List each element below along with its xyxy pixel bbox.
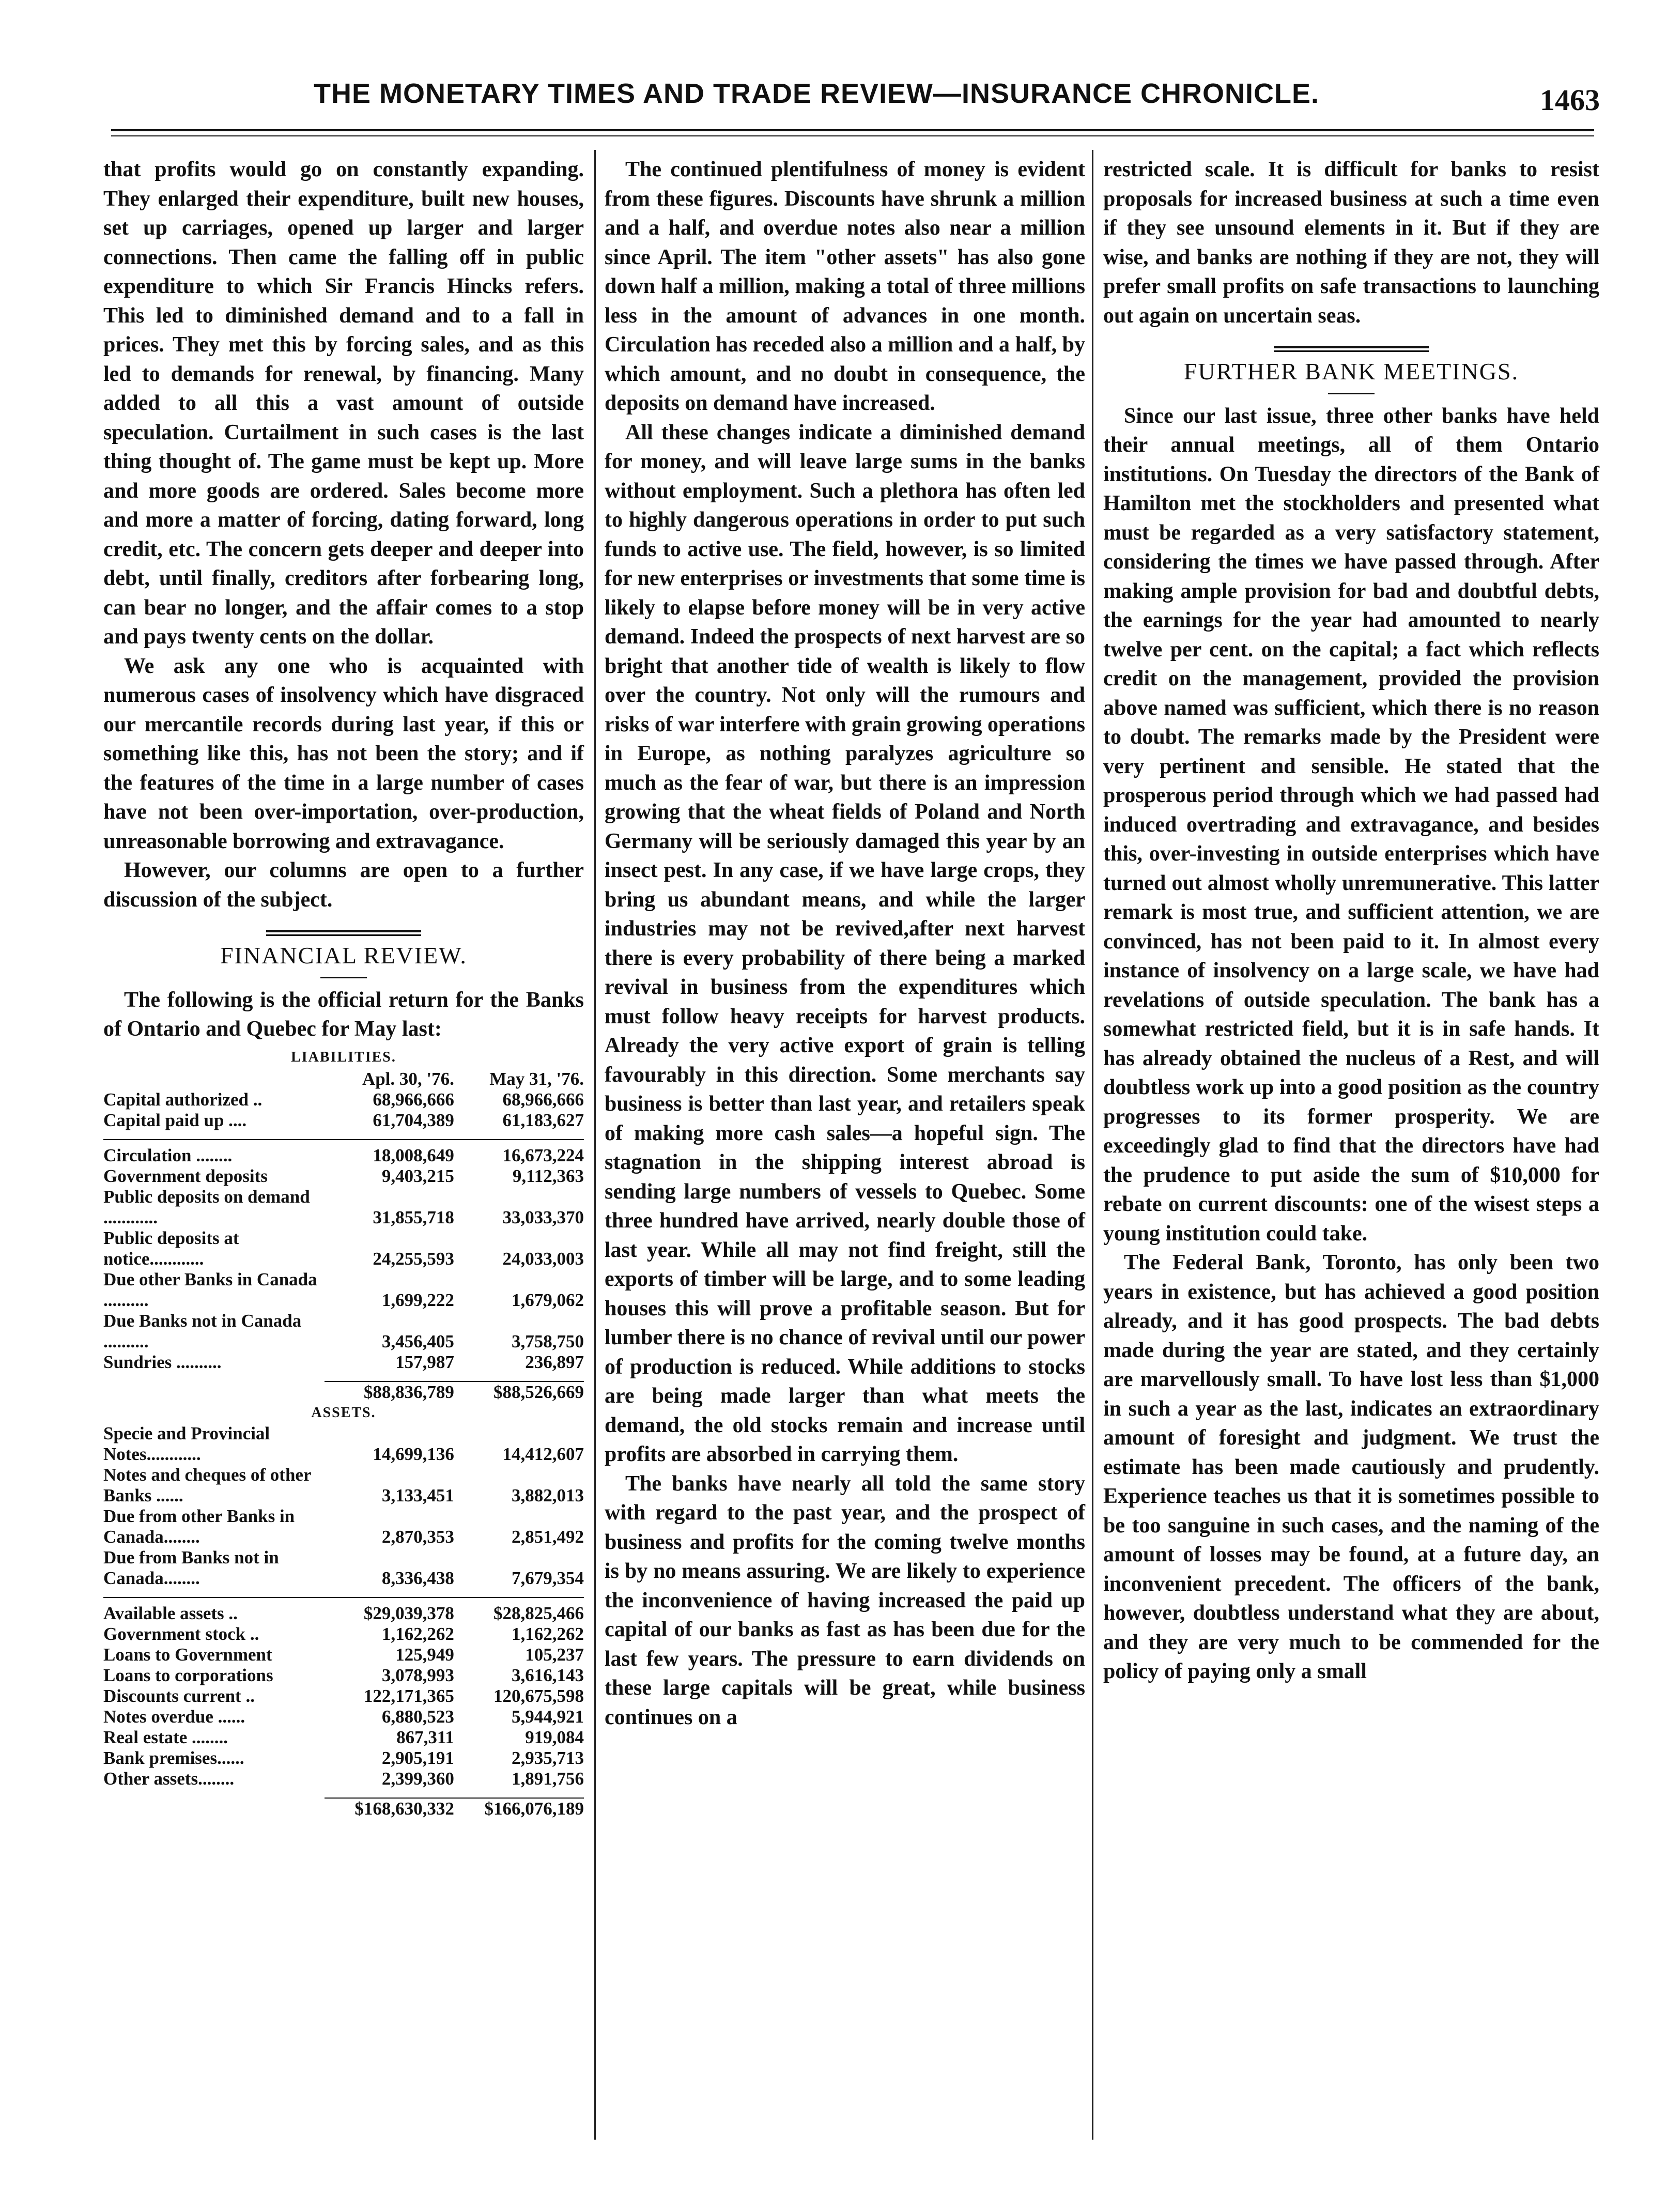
row-label: Other assets........ <box>103 1768 235 1789</box>
capital-rows <box>103 1089 584 1131</box>
financial-review-intro: The following is the official return for the Banks of Ontario and Quebec for May last: <box>103 988 584 1041</box>
row-value-april: 9,403,215 <box>381 1165 454 1186</box>
col3-paragraph-1: restricted scale. It is difficult for banks to resist proposals for increased business at such a time even if they see unsound elements in it. But if they are wise, and banks are nothing if they are not, they will prefer small profits on safe transactions to launching out again on uncertain seas. <box>1103 158 1599 328</box>
row-label: Loans to Government <box>103 1644 272 1665</box>
row-label: Circulation ........ <box>103 1145 233 1165</box>
row-value-may: 9,112,363 <box>512 1165 584 1186</box>
row-value-may: 105,237 <box>525 1644 584 1665</box>
section-double-rule <box>1274 346 1429 352</box>
row-value-may: 2,935,713 <box>512 1747 584 1768</box>
row-label: Due Banks not in Canada .......... <box>103 1310 302 1351</box>
row-value-april: 157,987 <box>395 1351 454 1372</box>
column-2 <box>605 155 1085 1732</box>
row-value-april: 125,949 <box>395 1644 454 1665</box>
column-header-april: Apl. 30, '76. <box>362 1068 454 1089</box>
row-value-april: 1,699,222 <box>381 1289 454 1310</box>
asset-total-april: $168,630,332 <box>325 1798 454 1819</box>
row-value-may: 1,679,062 <box>512 1289 584 1310</box>
row-value-may: $28,825,466 <box>493 1603 584 1623</box>
row-value-may: 3,616,143 <box>512 1665 584 1685</box>
row-label: Due from Banks not in Canada........ <box>103 1547 279 1588</box>
row-label: Notes overdue ...... <box>103 1706 245 1727</box>
row-value-april: 8,336,438 <box>381 1568 454 1588</box>
table-row <box>103 1727 584 1748</box>
row-value-april: 1,162,262 <box>381 1623 454 1644</box>
table-row <box>103 1145 584 1166</box>
table-row <box>103 1624 584 1645</box>
row-value-april: 3,133,451 <box>381 1485 454 1506</box>
row-value-april: $29,039,378 <box>363 1603 454 1623</box>
financial-review-heading: FINANCIAL REVIEW. <box>220 942 467 969</box>
row-value-may: 236,897 <box>525 1351 584 1372</box>
further-bank-meetings-heading: FURTHER BANK MEETINGS. <box>1183 358 1519 385</box>
col1-paragraph-2: We ask any one who is acquainted with numerous cases of insolvency which have disgraced our mercantile records during last year, if this or something like this, has not been the story; and if the features of the time in a large number of cases have not been over-importation, over-production, unreasonable borrowing and extravagance. <box>103 654 584 853</box>
table-row <box>103 1645 584 1665</box>
table-row <box>103 1423 584 1465</box>
row-value-may: 1,891,756 <box>512 1768 584 1789</box>
row-value-may: 61,183,627 <box>502 1110 584 1130</box>
heading-short-rule <box>320 977 367 978</box>
table-row <box>103 1603 584 1624</box>
row-label: Due from other Banks in Canada........ <box>103 1506 295 1547</box>
header-rule <box>111 129 1594 136</box>
table-header-row <box>103 1069 584 1089</box>
row-value-april: 18,008,649 <box>373 1145 454 1165</box>
col1-paragraph-1: that profits would go on constantly expanding. They enlarged their expenditure, built new houses, set up carriages, opened up larger and larger connections. Then came the falling off in public expenditure to which Sir Francis Hincks refers. This led to diminished demand and to a fall in prices. They met this by forcing sales, and as this led to demands for renewal, by financing. Many added to all this a vast amount of outside speculation. Curtailment in such cases is the last thing thought of. The game must be kept up. More and more goods are ordered. Sales become more and more a matter of forcing, dating forward, long credit, etc. The concern gets deeper and deeper into debt, until finally, creditors after forbearing long, can bear no longer, and the affair comes to a stop and pays twenty cents on the dollar. <box>103 158 584 649</box>
row-label: Available assets .. <box>103 1603 238 1623</box>
asset-total-may: $166,076,189 <box>454 1798 584 1819</box>
heading-short-rule <box>1328 393 1375 394</box>
row-value-april: 867,311 <box>396 1727 454 1747</box>
table-row <box>103 1166 584 1187</box>
row-value-april: 122,171,365 <box>363 1685 454 1706</box>
table-row <box>103 1748 584 1769</box>
table-row <box>103 1311 584 1352</box>
row-label: Loans to corporations <box>103 1665 273 1685</box>
col3-paragraph-2: Since our last issue, three other banks have held their annual meetings, all of them Ontario institutions. On Tuesday the directors of the Bank of Hamilton met the stockholders and presented what must be regarded as a very satisfactory statement, considering the times we have passed through. After making ample provision for bad and doubtful debts, the earnings for the year had amounted to nearly twelve per cent. on the capital; a fact which reflects credit on the management, provided the provision above named was sufficient, which there is no reason to doubt. The remarks made by the President were very pertinent and sensible. He stated that the prosperous period through which we had passed had induced overtrading and extravagance, and besides this, over-investing in outside enterprises which have turned out almost wholly unremunerative. This latter remark is most true, and sufficient attention, we are convinced, has not been paid to it. In almost every instance of insolvency on a large scale, we have had revelations of outside speculation. The bank has a somewhat restricted field, but it is in safe hands. It has already obtained the nucleus of a Rest, and will doubtless work up into a good position as the country progresses to its former prosperity. We are exceedingly glad to find that the directors have had the prudence to put aside the sum of $10,000 for rebate on current discounts: one of the wisest steps a young institution could take. <box>1103 404 1599 1246</box>
liabilities-label: LIABILITIES. <box>291 1049 396 1065</box>
section-double-rule <box>266 930 421 936</box>
col3-paragraph-3: The Federal Bank, Toronto, has only been two years in existence, but has achieved a good position already, and it has good prospects. The bad debts made during the year are stated, and they certainly are marvellously small. To have lost less than $1,000 in such a year as the last, indicates an extraordinary amount of foresight and judgment. We trust the estimate has been made cautiously and prudently. Experience teaches us that it is sometimes possible to be too sanguine in such cases, and the naming of the amount of losses may be found, at a future day, an inconvenient precedent. The officers of the bank, however, doubtless understand what they are about, and they are very much to be commended for the policy of paying only a small <box>1103 1251 1599 1683</box>
table-row <box>103 1506 584 1547</box>
row-value-may: 1,162,262 <box>512 1623 584 1644</box>
liability-total-april: $88,836,789 <box>325 1381 454 1403</box>
row-value-may: 14,412,607 <box>502 1443 584 1464</box>
table-row <box>103 1707 584 1727</box>
row-value-may: 5,944,921 <box>512 1706 584 1727</box>
row-label: Government deposits <box>103 1165 268 1186</box>
table-row <box>103 1465 584 1506</box>
page-number: 1463 <box>1540 83 1600 117</box>
row-value-april: 24,255,593 <box>373 1248 454 1269</box>
col2-paragraph-1: The continued plentifulness of money is evident from these figures. Discounts have shrunk a million and a half, and overdue notes also near a million since April. The item "other assets" has also gone down half a million, making a total of three millions less in the amount of advances in one month. Circulation has receded also a million and a half, by which amount, and no doubt in consequence, the deposits on demand have increased. <box>605 158 1085 415</box>
row-value-may: 24,033,003 <box>502 1248 584 1269</box>
row-label: Public deposits on demand ............ <box>103 1186 310 1227</box>
row-value-may: 2,851,492 <box>512 1526 584 1547</box>
col1-paragraph-3: However, our columns are open to a further discussion of the subject. <box>103 858 584 912</box>
liability-total-row <box>103 1381 584 1403</box>
row-value-may: 919,084 <box>525 1727 584 1747</box>
row-label: Capital paid up .... <box>103 1110 247 1130</box>
row-value-april: 2,399,360 <box>381 1768 454 1789</box>
row-value-april: 31,855,718 <box>373 1207 454 1227</box>
assets-label: ASSETS. <box>311 1404 376 1421</box>
row-label: Sundries .......... <box>103 1351 222 1372</box>
row-value-april: 3,078,993 <box>381 1665 454 1685</box>
row-label: Discounts current .. <box>103 1685 255 1706</box>
row-label: Public deposits at notice............ <box>103 1227 239 1269</box>
row-label: Notes and cheques of other Banks ...... <box>103 1464 311 1506</box>
table-row <box>103 1269 584 1311</box>
row-value-april: 6,880,523 <box>381 1706 454 1727</box>
liability-total-may: $88,526,669 <box>454 1381 584 1403</box>
row-value-may: 7,679,354 <box>512 1568 584 1588</box>
bank-return-table <box>103 1069 584 1819</box>
column-header-may: May 31, '76. <box>489 1068 584 1089</box>
table-row <box>103 1228 584 1269</box>
asset-total-row <box>103 1798 584 1819</box>
row-value-may: 3,882,013 <box>512 1485 584 1506</box>
table-row <box>103 1110 584 1131</box>
row-value-may: 16,673,224 <box>502 1145 584 1165</box>
table-row <box>103 1187 584 1228</box>
col2-paragraph-3: The banks have nearly all told the same story with regard to the past year, and the prospect of business and profits for the coming twelve months is by no means assuring. We are likely to experience the inconvenience of having increased the paid up capital of our banks as fast as has been due for the last few years. The pressure to earn dividends on these large capitals will be great, while business continues on a <box>605 1471 1085 1729</box>
liability-rows <box>103 1145 584 1373</box>
row-value-may: 3,758,750 <box>512 1331 584 1351</box>
asset-rows-a <box>103 1423 584 1589</box>
table-row <box>103 1665 584 1686</box>
row-value-april: 2,870,353 <box>381 1526 454 1547</box>
row-label: Real estate ........ <box>103 1727 228 1747</box>
row-label: Specie and Provincial Notes............ <box>103 1423 270 1464</box>
table-row <box>103 1686 584 1707</box>
column-1 <box>103 155 584 1819</box>
table-row <box>103 1089 584 1110</box>
col2-paragraph-2: All these changes indicate a diminished demand for money, and will leave large sums in the banks without employment. Such a plethora has often led to highly dangerous operations in order to put such funds to active use. The field, however, is so limited for new enterprises or investments that some time is likely to elapse before money will be in very active demand. Indeed the prospects of next harvest are so bright that another tide of wealth is likely to flow over the country. Not only will the rumours and risks of war interfere with grain growing operations in Europe, as nothing paralyzes agriculture so much as the fear of war, but there is an impression growing that the wheat fields of Poland and North Germany will be seriously damaged this year by an insect pest. In any case, if we have large crops, they bring us abundant means, and while the larger industries may not be revived,after next harvest there is every probability of there being a marked revival in business from the expenditures which must follow heavy receipts for harvest products. Already the very active export of grain is telling favourably in this direction. Some merchants say business is better than last year, and retailers speak of making more cash sales—a hopeful sign. The stagnation in the shipping interest abroad is sending large numbers of vessels to Quebec. Some three hundred have arrived, nearly double those of last year. While all may not find freight, still the exports of timber will be large, and to some leading houses this will prove a profitable season. But for lumber there is no chance of revival until our power of production is reduced. While additions to stocks are being made larger than what meets the demand, the old stocks remain and increase until profits are absorbed in carrying them. <box>605 420 1085 1466</box>
table-row <box>103 1352 584 1373</box>
row-value-april: 14,699,136 <box>373 1443 454 1464</box>
row-value-may: 68,966,666 <box>502 1089 584 1110</box>
row-value-may: 33,033,370 <box>502 1207 584 1227</box>
column-divider-1 <box>594 150 596 2140</box>
column-3 <box>1103 155 1599 1686</box>
asset-rows-b <box>103 1603 584 1789</box>
table-row <box>103 1769 584 1789</box>
row-value-april: 2,905,191 <box>381 1747 454 1768</box>
table-row <box>103 1547 584 1589</box>
row-label: Government stock .. <box>103 1623 259 1644</box>
row-value-april: 68,966,666 <box>373 1089 454 1110</box>
column-divider-2 <box>1092 150 1093 2140</box>
row-label: Due other Banks in Canada .......... <box>103 1269 317 1310</box>
row-label: Capital authorized .. <box>103 1089 263 1110</box>
row-value-april: 61,704,389 <box>373 1110 454 1130</box>
running-title: THE MONETARY TIMES AND TRADE REVIEW—INSURANCE CHRONICLE. <box>313 78 1320 109</box>
row-value-may: 120,675,598 <box>493 1685 584 1706</box>
row-label: Bank premises...... <box>103 1747 244 1768</box>
row-value-april: 3,456,405 <box>381 1331 454 1351</box>
